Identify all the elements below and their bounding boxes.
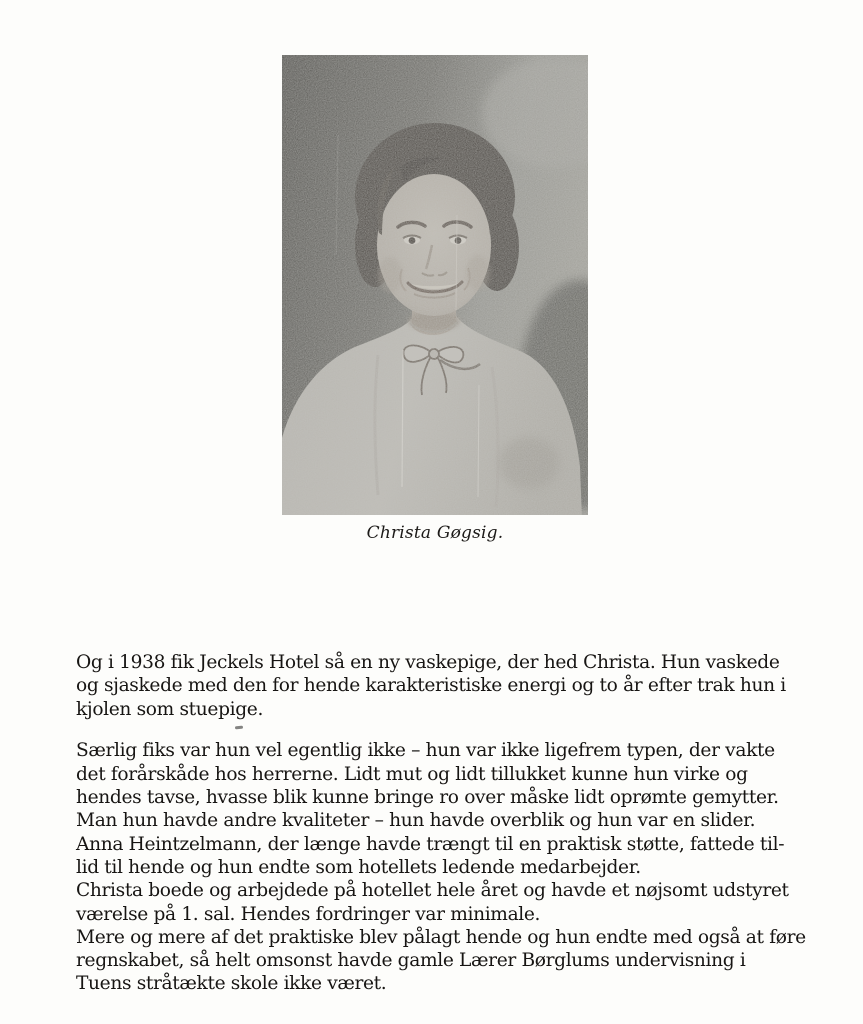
text-line: Mere og mere af det praktiske blev pålagt hende og hun endte med også at føre xyxy=(76,926,806,948)
text-line: Christa boede og arbejdede på hotellet hele året og havde et nøjsomt udstyret xyxy=(76,880,789,902)
text-line: Og i 1938 fik Jeckels Hotel så en ny vaskepige, der hed Christa. Hun vaskede xyxy=(76,652,780,673)
article-text xyxy=(76,651,816,1014)
portrait-photo-image xyxy=(282,55,588,515)
text-line: Anna Heintzelmann, der længe havde trængt til en praktisk støtte, fattede til- xyxy=(76,833,785,855)
text-line: værelse på 1. sal. Hendes fordringer var minimale. xyxy=(76,903,541,925)
text-line: lid til hende og hun endte som hotellets ledende medarbejder. xyxy=(76,856,641,878)
text-line: og sjaskede med den for hende karakteristiske energi og to år efter trak hun i xyxy=(76,675,786,697)
text-line: hendes tavse, hvasse blik kunne bringe ro over måske lidt oprømte gemytter. xyxy=(76,787,779,809)
portrait-photo xyxy=(282,55,588,515)
text-line: kjolen som stuepige. xyxy=(76,698,263,720)
text-line: Særlig fiks var hun vel egentlig ikke – hun var ikke ligefrem typen, der vakte xyxy=(76,740,775,762)
text-line: Tuens stråtækte skole ikke været. xyxy=(76,973,387,995)
text-line: det forårskåde hos herrerne. Lidt mut og lidt tillukket kunne hun virke og xyxy=(76,763,748,785)
photo-caption: Christa Gøgsig. xyxy=(366,523,504,543)
text-line: regnskabet, så helt omsonst havde gamle Lærer Børglums undervisning i xyxy=(76,950,746,972)
text-line: Man hun havde andre kvaliteter – hun havde overblik og hun var en slider. xyxy=(76,810,756,832)
